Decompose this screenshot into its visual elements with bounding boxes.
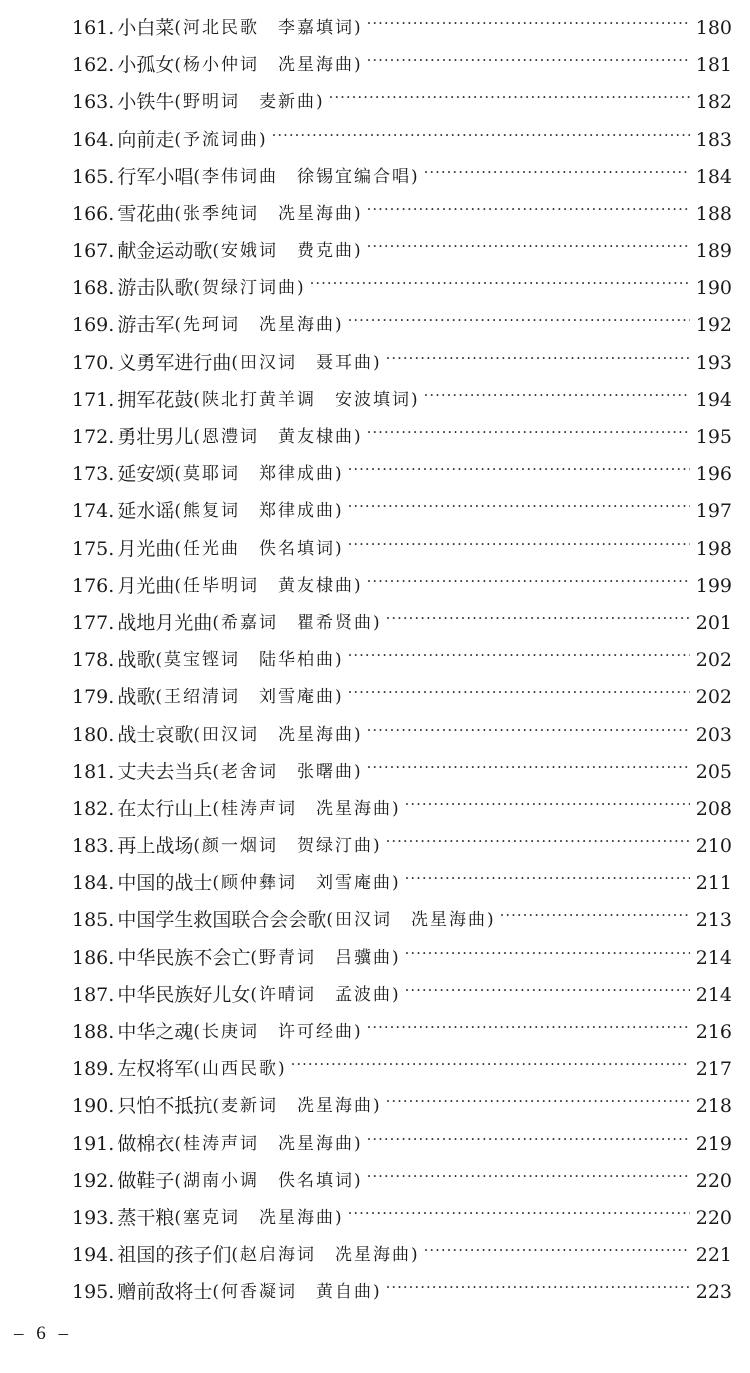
entry-credits: (麦新词 冼星海曲) — [212, 1096, 382, 1117]
entry-page-number: 184 — [695, 165, 732, 188]
entry-number: 169. — [72, 314, 115, 337]
entry-page-number: 217 — [695, 1058, 732, 1081]
entry-page-number: 213 — [695, 909, 732, 932]
dot-leader — [386, 1269, 690, 1306]
entry-title: 战歌 — [117, 649, 156, 672]
entry-page-number: 216 — [695, 1021, 732, 1044]
entry-credits: (野明词 麦新曲) — [174, 92, 325, 113]
entry-credits: (陕北打黄羊调 安波填词) — [193, 389, 420, 410]
entry-credits: (何香凝词 黄自曲) — [212, 1282, 382, 1303]
entry-page-number: 182 — [695, 91, 732, 114]
entry-number: 195. — [72, 1281, 115, 1304]
entry-number: 173. — [72, 463, 115, 486]
entry-page-number: 194 — [695, 388, 732, 411]
entry-title: 勇壮男儿 — [117, 426, 194, 449]
entry-page-number: 180 — [695, 16, 732, 39]
entry-number: 188. — [72, 1021, 115, 1044]
entry-credits: (任毕明词 黄友棣曲) — [174, 575, 363, 596]
entry-page-number: 188 — [695, 202, 732, 225]
dot-leader — [424, 377, 690, 414]
entry-page-number: 214 — [695, 946, 732, 969]
entry-title: 中华民族好儿女 — [117, 983, 251, 1006]
dot-leader — [405, 786, 690, 823]
entry-number: 189. — [72, 1058, 115, 1081]
entry-credits: (桂涛声词 冼星海曲) — [212, 798, 401, 819]
dot-leader — [291, 1046, 690, 1083]
dot-leader — [367, 712, 690, 749]
entry-number: 172. — [72, 426, 115, 449]
entry-page-number: 220 — [695, 1206, 732, 1229]
dot-leader — [367, 1121, 690, 1158]
entry-credits: (贺绿汀词曲) — [193, 278, 306, 299]
entry-title: 战歌 — [117, 686, 156, 709]
dot-leader — [348, 1195, 690, 1232]
entry-number: 181. — [72, 760, 115, 783]
table-of-contents — [72, 10, 732, 1312]
entry-credits: (老舍词 张曙曲) — [212, 761, 363, 782]
entry-credits: (顾仲彝词 刘雪庵曲) — [212, 873, 401, 894]
entry-number: 171. — [72, 388, 115, 411]
toc-entry — [72, 1274, 732, 1311]
entry-title: 月光曲 — [117, 574, 175, 597]
entry-number: 183. — [72, 835, 115, 858]
entry-credits: (先珂词 冼星海曲) — [174, 315, 344, 336]
entry-credits: (田汉词 冼星海曲) — [193, 724, 363, 745]
dot-leader — [367, 563, 690, 600]
entry-page-number: 197 — [695, 500, 732, 523]
entry-number: 191. — [72, 1132, 115, 1155]
entry-title: 延安颂 — [117, 463, 175, 486]
entry-number: 192. — [72, 1169, 115, 1192]
entry-credits: (张季纯词 冼星海曲) — [174, 203, 363, 224]
dot-leader — [348, 526, 690, 563]
entry-title: 只怕不抵抗 — [117, 1095, 213, 1118]
entry-title: 月光曲 — [117, 537, 175, 560]
entry-number: 174. — [72, 500, 115, 523]
entry-title: 中国的战士 — [117, 872, 213, 895]
entry-credits: (恩澧词 黄友棣曲) — [193, 427, 363, 448]
entry-title: 向前走 — [117, 128, 175, 151]
entry-page-number: 203 — [695, 723, 732, 746]
dot-leader — [386, 340, 690, 377]
dot-leader — [424, 1232, 690, 1269]
entry-credits: (桂涛声词 冼星海曲) — [174, 1133, 363, 1154]
dot-leader — [348, 488, 690, 525]
entry-credits: (河北民歌 李嘉填词) — [174, 17, 363, 38]
dot-leader — [367, 414, 690, 451]
entry-credits: (野青词 吕骥曲) — [250, 947, 401, 968]
entry-title: 小孤女 — [117, 54, 175, 77]
dot-leader — [405, 935, 690, 972]
entry-credits: (塞克词 冼星海曲) — [174, 1207, 344, 1228]
entry-number: 179. — [72, 686, 115, 709]
dot-leader — [367, 42, 690, 79]
entry-number: 168. — [72, 277, 115, 300]
entry-page-number: 189 — [695, 240, 732, 263]
dot-leader — [367, 191, 690, 228]
entry-page-number: 195 — [695, 426, 732, 449]
entry-page-number: 183 — [695, 128, 732, 151]
dot-leader — [424, 154, 690, 191]
entry-credits: (许晴词 孟波曲) — [250, 984, 401, 1005]
entry-page-number: 199 — [695, 574, 732, 597]
dot-leader — [386, 1083, 690, 1120]
entry-number: 165. — [72, 165, 115, 188]
entry-title: 义勇军进行曲 — [117, 351, 232, 374]
entry-credits: (安娥词 费克曲) — [212, 241, 363, 262]
entry-number: 180. — [72, 723, 115, 746]
entry-page-number: 208 — [695, 797, 732, 820]
entry-page-number: 192 — [695, 314, 732, 337]
entry-credits: (田汉词 冼星海曲) — [326, 910, 496, 931]
dot-leader — [386, 823, 690, 860]
dot-leader — [272, 117, 690, 154]
entry-title: 做鞋子 — [117, 1169, 175, 1192]
dot-leader — [367, 5, 690, 42]
entry-title: 小铁牛 — [117, 91, 175, 114]
entry-number: 167. — [72, 240, 115, 263]
entry-title: 献金运动歌 — [117, 240, 213, 263]
entry-number: 182. — [72, 797, 115, 820]
dot-leader — [367, 1158, 690, 1195]
entry-credits: (湖南小调 佚名填词) — [174, 1170, 363, 1191]
entry-page-number: 220 — [695, 1169, 732, 1192]
entry-credits: (莫耶词 郑律成曲) — [174, 464, 344, 485]
entry-number: 184. — [72, 872, 115, 895]
entry-number: 166. — [72, 202, 115, 225]
dot-leader — [367, 228, 690, 265]
entry-page-number: 210 — [695, 835, 732, 858]
dot-leader — [310, 265, 690, 302]
entry-number: 175. — [72, 537, 115, 560]
entry-credits: (田汉词 聂耳曲) — [231, 352, 382, 373]
entry-credits: (长庚词 许可经曲) — [193, 1022, 363, 1043]
entry-number: 162. — [72, 54, 115, 77]
entry-title: 左权将军 — [117, 1058, 194, 1081]
entry-title: 延水谣 — [117, 500, 175, 523]
entry-title: 拥军花鼓 — [117, 388, 194, 411]
entry-number: 176. — [72, 574, 115, 597]
entry-number: 163. — [72, 91, 115, 114]
entry-credits: (希嘉词 瞿希贤曲) — [212, 612, 382, 633]
dot-leader — [405, 860, 690, 897]
entry-title: 行军小唱 — [117, 165, 194, 188]
entry-page-number: 181 — [695, 54, 732, 77]
entry-number: 193. — [72, 1206, 115, 1229]
entry-number: 194. — [72, 1244, 115, 1267]
entry-title: 再上战场 — [117, 835, 194, 858]
dot-leader — [405, 972, 690, 1009]
entry-title: 中国学生救国联合会会歌 — [117, 909, 327, 932]
entry-credits: (颜一烟词 贺绿汀曲) — [193, 836, 382, 857]
entry-title: 战士哀歌 — [117, 723, 194, 746]
entry-page-number: 218 — [695, 1095, 732, 1118]
entry-title: 中华之魂 — [117, 1021, 194, 1044]
entry-title: 丈夫去当兵 — [117, 760, 213, 783]
entry-title: 祖国的孩子们 — [117, 1244, 232, 1267]
dot-leader — [348, 451, 690, 488]
entry-page-number: 198 — [695, 537, 732, 560]
entry-page-number: 223 — [695, 1281, 732, 1304]
entry-title: 蒸干粮 — [117, 1206, 175, 1229]
dot-leader — [500, 897, 690, 934]
dot-leader — [348, 302, 690, 339]
entry-number: 161. — [72, 16, 115, 39]
entry-title: 在太行山上 — [117, 797, 213, 820]
entry-number: 170. — [72, 351, 115, 374]
entry-number: 185. — [72, 909, 115, 932]
entry-page-number: 214 — [695, 983, 732, 1006]
page-number: – 6 – — [14, 1323, 72, 1344]
entry-number: 177. — [72, 611, 115, 634]
dot-leader — [348, 637, 690, 674]
entry-title: 游击军 — [117, 314, 175, 337]
entry-number: 190. — [72, 1095, 115, 1118]
entry-title: 战地月光曲 — [117, 611, 213, 634]
entry-number: 187. — [72, 983, 115, 1006]
entry-credits: (王绍清词 刘雪庵曲) — [155, 687, 344, 708]
entry-title: 做棉衣 — [117, 1132, 175, 1155]
entry-credits: (予流词曲) — [174, 129, 268, 150]
entry-page-number: 202 — [695, 686, 732, 709]
entry-page-number: 221 — [695, 1244, 732, 1267]
entry-credits: (莫宝铿词 陆华柏曲) — [155, 650, 344, 671]
entry-page-number: 190 — [695, 277, 732, 300]
entry-credits: (李伟词曲 徐锡宜编合唱) — [193, 166, 420, 187]
entry-number: 164. — [72, 128, 115, 151]
entry-credits: (山西民歌) — [193, 1059, 287, 1080]
entry-title: 中华民族不会亡 — [117, 946, 251, 969]
entry-title: 小白菜 — [117, 16, 175, 39]
entry-credits: (赵启海词 冼星海曲) — [231, 1245, 420, 1266]
dot-leader — [367, 749, 690, 786]
entry-number: 178. — [72, 649, 115, 672]
dot-leader — [329, 79, 690, 116]
entry-page-number: 219 — [695, 1132, 732, 1155]
dot-leader — [348, 674, 690, 711]
dot-leader — [367, 1009, 690, 1046]
entry-page-number: 201 — [695, 611, 732, 634]
entry-page-number: 211 — [695, 872, 732, 895]
dot-leader — [386, 600, 690, 637]
entry-title: 游击队歌 — [117, 277, 194, 300]
entry-credits: (杨小仲词 冼星海曲) — [174, 55, 363, 76]
entry-page-number: 205 — [695, 760, 732, 783]
entry-number: 186. — [72, 946, 115, 969]
entry-page-number: 193 — [695, 351, 732, 374]
entry-credits: (任光曲 佚名填词) — [174, 538, 344, 559]
entry-page-number: 196 — [695, 463, 732, 486]
entry-page-number: 202 — [695, 649, 732, 672]
entry-title: 雪花曲 — [117, 202, 175, 225]
entry-title: 赠前敌将士 — [117, 1281, 213, 1304]
entry-credits: (熊复词 郑律成曲) — [174, 501, 344, 522]
